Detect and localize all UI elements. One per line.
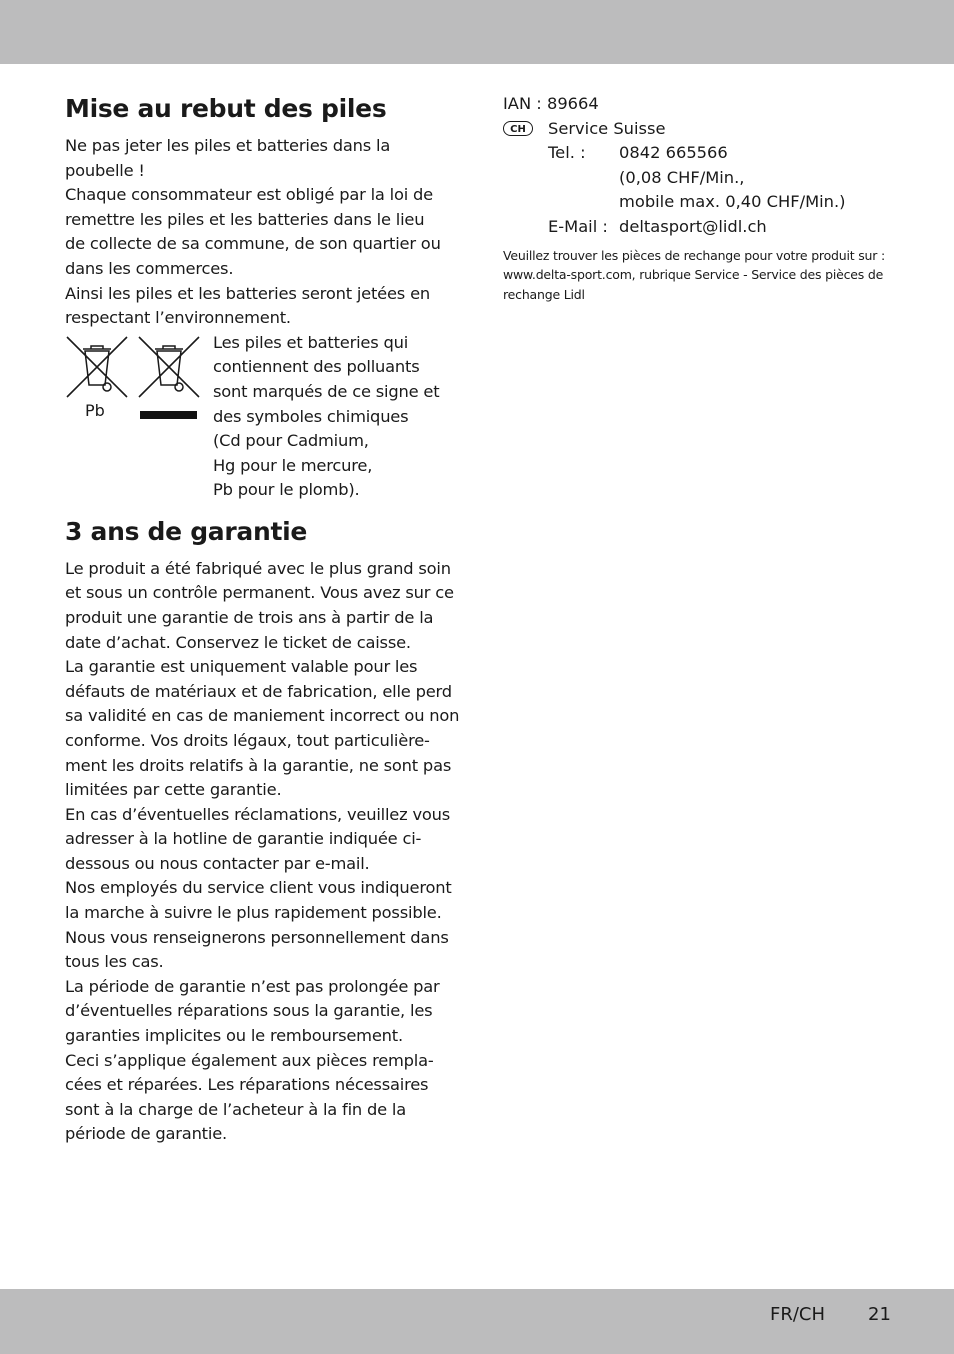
- service-country-row: [503, 117, 903, 142]
- text-line: Chaque consommateur est obligé par la loi de: [65, 185, 433, 205]
- text-line: des symboles chimiques: [213, 406, 409, 426]
- email-label: E-Mail :: [548, 216, 608, 236]
- text-line: garanties implicites ou le remboursement.: [65, 1026, 403, 1046]
- symbols-description: [213, 331, 439, 503]
- text-line: conforme. Vos droits légaux, tout particulière-: [65, 730, 430, 750]
- text-line: Veuillez trouver les pièces de rechange pour votre produit sur :: [503, 247, 885, 263]
- text-line: Le produit a été fabriqué avec le plus grand soin: [65, 558, 451, 578]
- tel-note-row: [503, 166, 903, 191]
- ian-number: IAN : 89664: [503, 94, 599, 113]
- text-line: Ceci s’applique également aux pièces rempla-: [65, 1050, 434, 1070]
- text-line: contiennent des polluants: [213, 357, 420, 377]
- pb-symbol-label: Pb: [85, 400, 105, 420]
- text-line: cées et réparées. Les réparations nécessaires: [65, 1075, 429, 1095]
- service-name: Service Suisse: [548, 118, 666, 138]
- text-line: rechange Lidl: [503, 286, 585, 302]
- separate-collection-bar: [140, 411, 197, 419]
- header-band: [0, 0, 954, 64]
- right-column: [503, 92, 903, 304]
- text-line: Ne pas jeter les piles et batteries dans la: [65, 136, 391, 155]
- text-line: Hg pour le mercure,: [213, 455, 373, 475]
- tel-value[interactable]: 0842 665566: [619, 143, 728, 163]
- text-line: La garantie est uniquement valable pour les: [65, 657, 418, 677]
- text-line: respectant l’environnement.: [65, 308, 291, 328]
- warranty-text: [65, 557, 460, 1147]
- text-line: En cas d’éventuelles réclamations, veuillez vous: [65, 804, 451, 824]
- text-line: date d’achat. Conservez le ticket de caisse.: [65, 632, 411, 652]
- battery-disposal-title: Mise au rebut des piles: [65, 94, 387, 123]
- text-line: Nos employés du service client vous indiqueront: [65, 878, 452, 898]
- text-line: poubelle !: [65, 160, 145, 180]
- text-line: de collecte de sa commune, de son quartier ou: [65, 234, 441, 254]
- text-line: Ainsi les piles et les batteries seront jetées en: [65, 283, 431, 303]
- battery-symbols-block: [65, 331, 455, 501]
- text-line: dans les commerces.: [65, 258, 234, 278]
- tel-mobile-note: mobile max. 0,40 CHF/Min.): [619, 192, 846, 212]
- crossed-bin-icon: [137, 335, 201, 399]
- tel-row: [503, 141, 903, 166]
- spare-parts-note: [503, 246, 903, 305]
- email-link[interactable]: deltasport@lidl.ch: [619, 216, 767, 236]
- text-line: Les piles et batteries qui: [213, 332, 409, 352]
- text-line: sont à la charge de l’acheteur à la fin de la: [65, 1099, 407, 1119]
- left-column: [65, 92, 460, 1147]
- text-line: tous les cas.: [65, 952, 164, 972]
- text-line: sa validité en cas de maniement incorrect ou non: [65, 706, 460, 726]
- text-line: Nous vous renseignerons personnellement dans: [65, 927, 449, 947]
- text-line: ment les droits relatifs à la garantie, ne sont pas: [65, 755, 452, 775]
- crossed-bin-icon: [65, 335, 129, 399]
- text-line: défauts de matériaux et de fabrication, elle perd: [65, 681, 452, 701]
- email-row: [503, 215, 903, 240]
- tel-note-row: [503, 190, 903, 215]
- text-line: (Cd pour Cadmium,: [213, 431, 369, 451]
- text-line: sont marqués de ce signe et: [213, 381, 440, 401]
- warranty-title: 3 ans de garantie: [65, 516, 308, 546]
- page-number: 21: [868, 1304, 891, 1325]
- tel-rate-note: (0,08 CHF/Min.,: [619, 167, 745, 187]
- text-line: et sous un contrôle permanent. Vous avez sur ce: [65, 583, 454, 603]
- text-line: la marche à suivre le plus rapidement possible.: [65, 903, 442, 923]
- tel-label: Tel. :: [548, 143, 586, 163]
- footer-language: FR/CH: [770, 1304, 826, 1325]
- text-line: La période de garantie n’est pas prolongée par: [65, 976, 440, 996]
- text-line: produit une garantie de trois ans à partir de la: [65, 607, 434, 627]
- text-line: période de garantie.: [65, 1124, 227, 1144]
- text-line: www.delta-sport.com, rubrique Service - Service des pièces de: [503, 267, 884, 283]
- text-line: Pb pour le plomb).: [213, 480, 360, 500]
- text-line: dessous ou nous contacter par e-mail.: [65, 853, 370, 873]
- text-line: d’éventuelles réparations sous la garantie, les: [65, 1001, 433, 1021]
- text-line: limitées par cette garantie.: [65, 780, 282, 800]
- battery-disposal-text: [65, 134, 455, 331]
- text-line: remettre les piles et les batteries dans le lieu: [65, 209, 425, 229]
- ch-country-badge: CH: [503, 121, 533, 136]
- text-line: adresser à la hotline de garantie indiquée ci-: [65, 829, 422, 849]
